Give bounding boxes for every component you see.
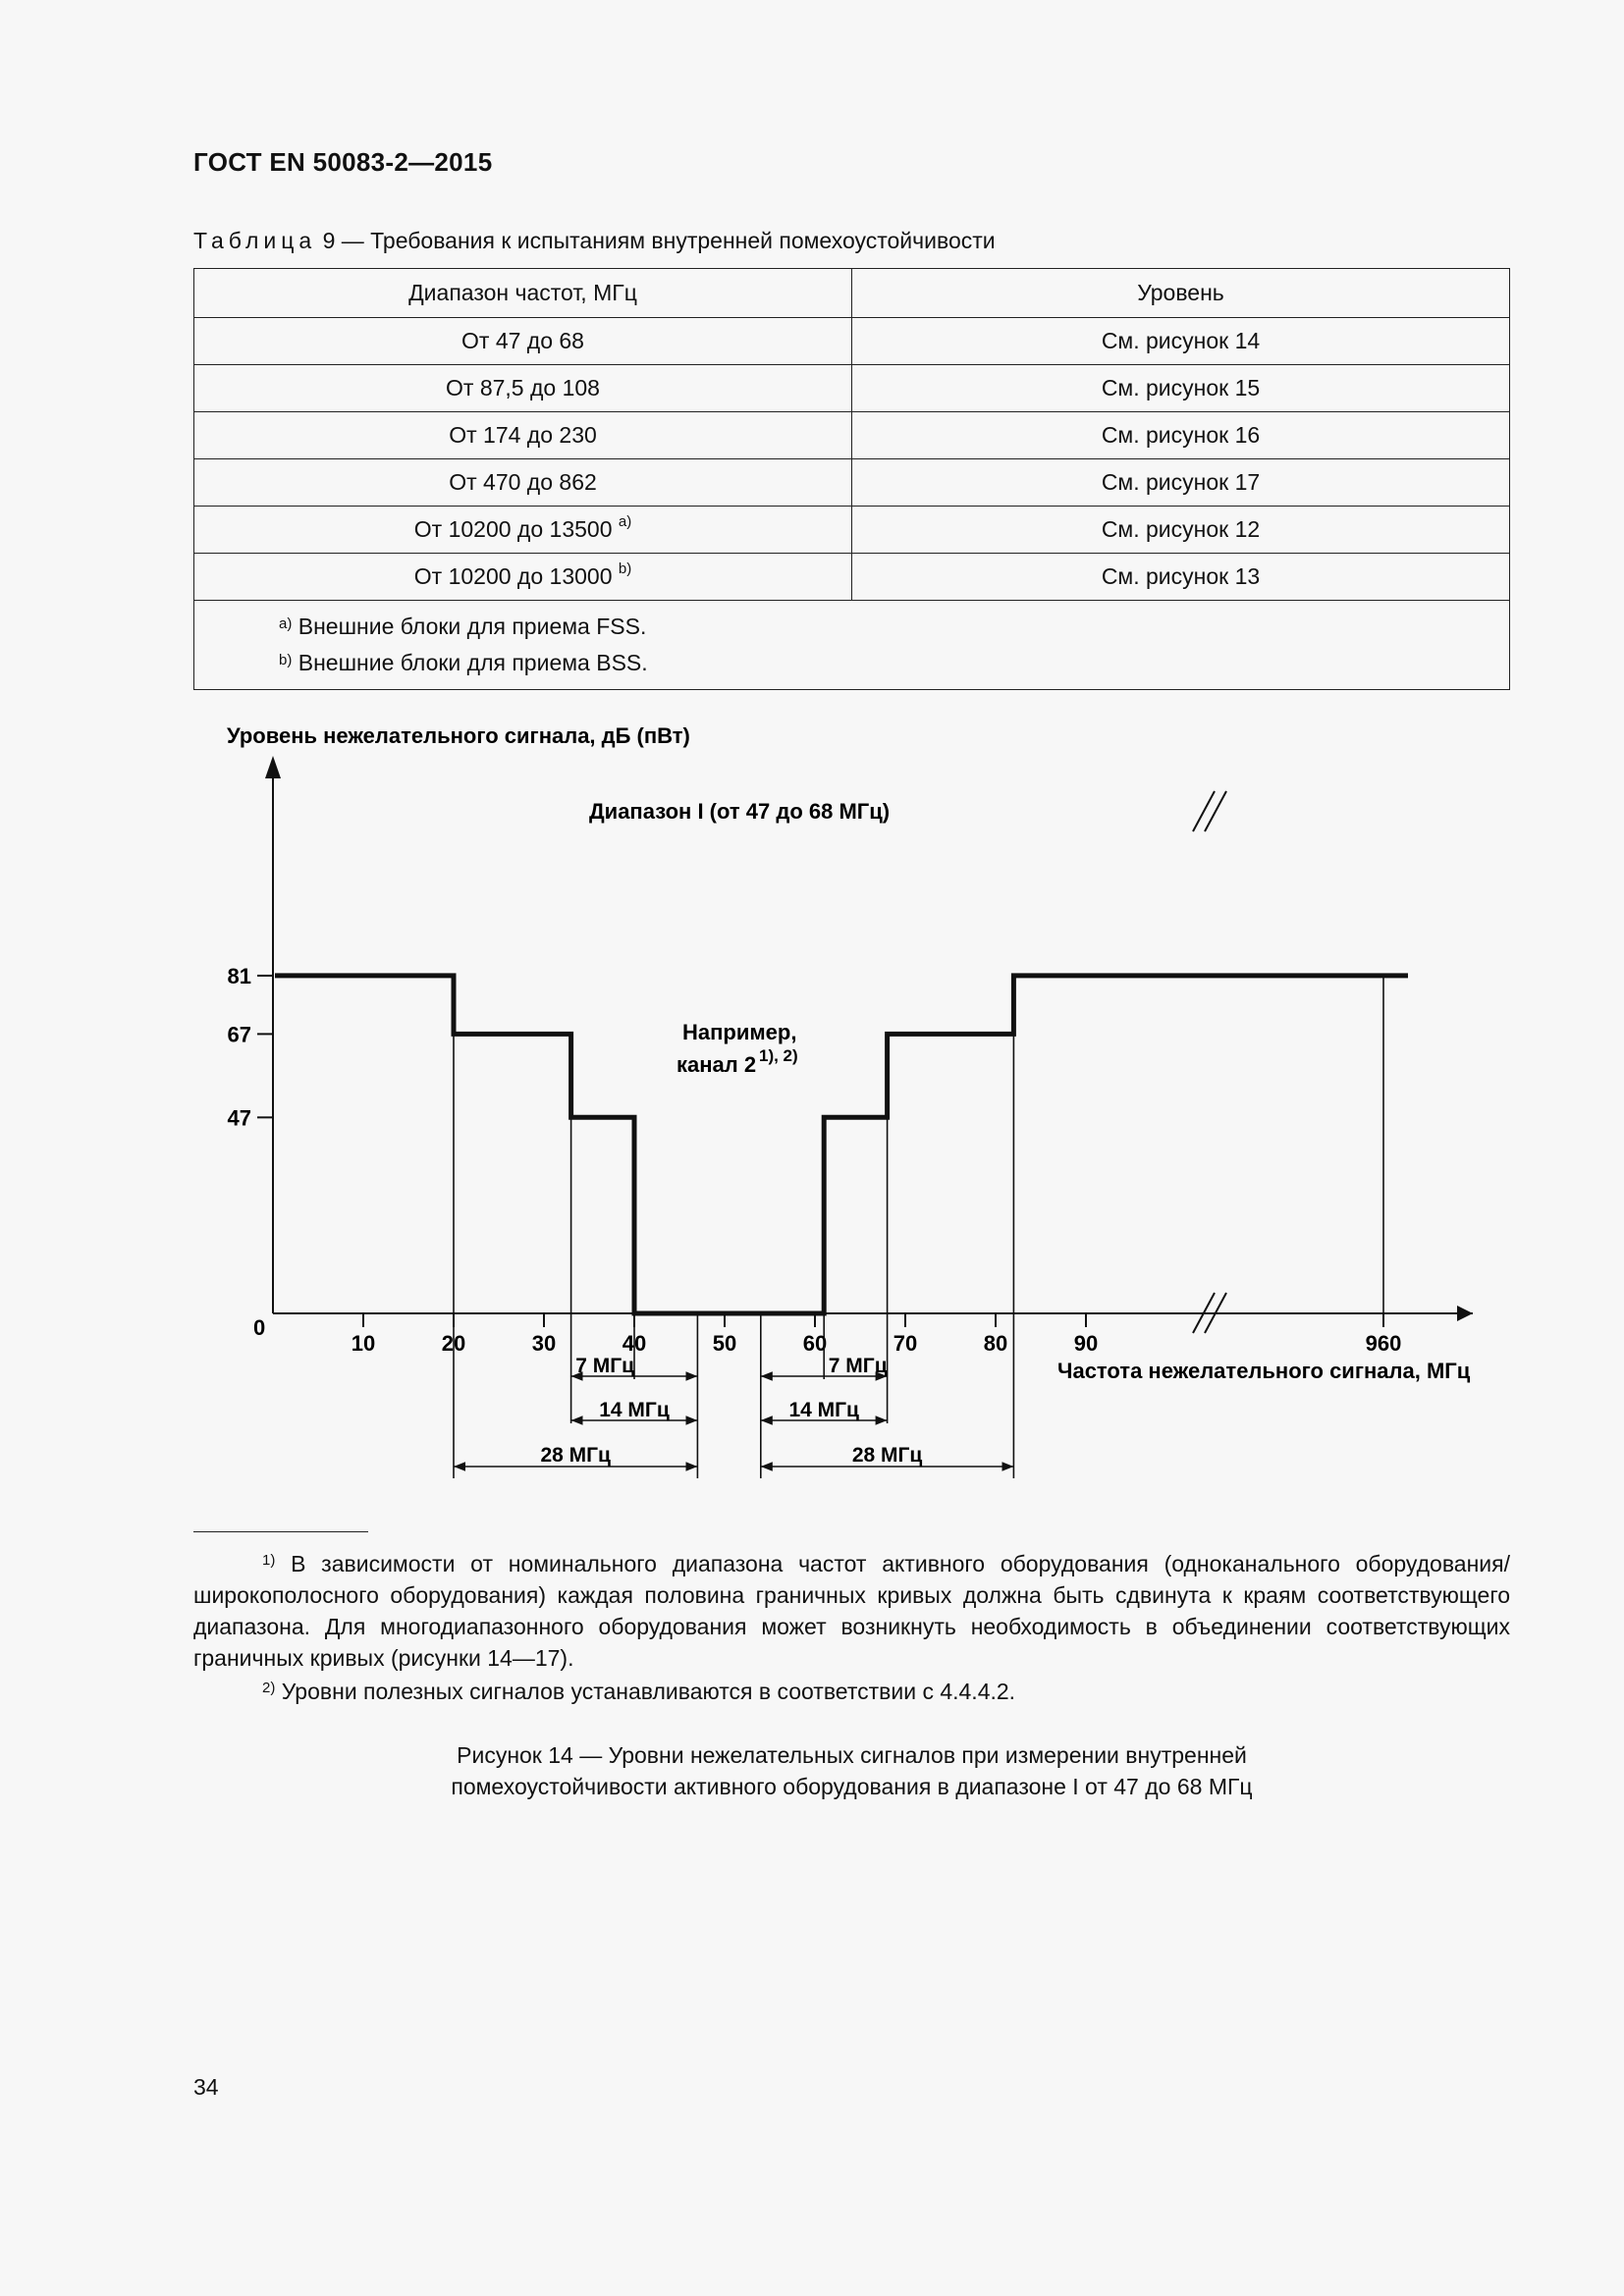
range-cell: От 470 до 862 — [194, 459, 852, 507]
x-axis-label: Частота нежелательного сигнала, МГц — [1057, 1359, 1471, 1383]
level-cell: См. рисунок 15 — [852, 365, 1510, 412]
annotation-sup: 1), 2) — [759, 1046, 798, 1065]
range-cell: От 10200 до 13500 $^{a)}$ — [194, 507, 852, 554]
level-cell: См. рисунок 17 — [852, 459, 1510, 507]
dimension-label: 28 МГц — [851, 1444, 923, 1467]
column-header-range: Диапазон частот, МГц — [194, 269, 852, 318]
dimension-label: 28 МГц — [540, 1444, 611, 1467]
x-tick-label: 60 — [802, 1331, 828, 1356]
footnote-mark: b) — [618, 561, 632, 577]
column-header-level: Уровень — [852, 269, 1510, 318]
document-header: ГОСТ EN 50083-2—2015 — [193, 147, 493, 177]
table-caption-text: 9 — Требования к испытаниям внутренней помехоустойчивости — [322, 228, 996, 253]
dimension-label: 7 МГц — [828, 1355, 888, 1377]
table-note: $^{a)}$ Внешние блоки для приема FSS. — [279, 614, 647, 639]
figure-caption — [193, 1739, 1510, 1802]
x-tick-label: 10 — [351, 1331, 376, 1356]
table-caption-label: Таблица — [193, 228, 317, 253]
y-axis-label: Уровень нежелательного сигнала, дБ (пВт) — [227, 723, 690, 748]
y-tick-label: 81 — [227, 963, 251, 988]
x-tick-label: 40 — [622, 1331, 647, 1356]
annotation-line2: канал 2 — [677, 1052, 757, 1077]
table-note: $^{b)}$ Внешние блоки для приема BSS. — [279, 650, 648, 675]
footnote-1: $^{1)}$ В зависимости от номинального диапазона частот активного оборудования (одноканального оборудования/широкополосного оборудования) каждая половина граничных кривых должна быть сдвинута к краям соответствующего диапазона. Для многодиапазонного оборудования может возникнуть необходимость в объединении соответствующих граничных кривых (рисунки 14—17). — [193, 1551, 1510, 1671]
footnote-2: $^{2)}$ Уровни полезных сигналов устанавливаются в соответствии с 4.4.4.2. — [262, 1679, 1016, 1704]
x-tick-label: 50 — [712, 1331, 737, 1356]
range-cell: От 47 до 68 — [194, 318, 852, 365]
level-cell: См. рисунок 14 — [852, 318, 1510, 365]
dimension-label: 7 МГц — [575, 1355, 635, 1377]
series-line-limit-curve — [275, 976, 1408, 1313]
range-cell: От 174 до 230 — [194, 412, 852, 459]
y-axis-arrow — [265, 756, 281, 778]
x-tick-label: 80 — [983, 1331, 1008, 1356]
axis-break-mark-top — [1193, 791, 1226, 831]
level-cell: См. рисунок 13 — [852, 554, 1510, 601]
x-tick-label: 90 — [1073, 1331, 1099, 1356]
footnote-rule — [193, 1531, 368, 1532]
footnote-mark: a) — [618, 513, 632, 530]
range-cell: От 10200 до 13000 $^{b)}$ — [194, 554, 852, 601]
x-tick-label: 20 — [441, 1331, 466, 1356]
figure-caption-line: Рисунок 14 — Уровни нежелательных сигналов при измерении внутренней — [457, 1742, 1247, 1768]
x-tick-label: 70 — [893, 1331, 918, 1356]
x-tick-label: 960 — [1365, 1331, 1402, 1356]
figure-caption-line: помехоустойчивости активного оборудования в диапазоне I от 47 до 68 МГц — [451, 1774, 1253, 1799]
range-cell: От 87,5 до 108 — [194, 365, 852, 412]
page-number: 34 — [193, 2074, 219, 2100]
level-cell: См. рисунок 16 — [852, 412, 1510, 459]
level-cell: См. рисунок 12 — [852, 507, 1510, 554]
chart-title: Диапазон I (от 47 до 68 МГц) — [589, 799, 891, 824]
y-tick-label: 47 — [227, 1105, 251, 1131]
y-zero-label: 0 — [253, 1315, 266, 1340]
annotation-line1: Например, — [682, 1020, 797, 1044]
y-tick-label: 67 — [227, 1022, 251, 1047]
dimension-label: 14 МГц — [599, 1399, 670, 1421]
dimension-label: 14 МГц — [788, 1399, 859, 1421]
x-tick-label: 30 — [531, 1331, 557, 1356]
